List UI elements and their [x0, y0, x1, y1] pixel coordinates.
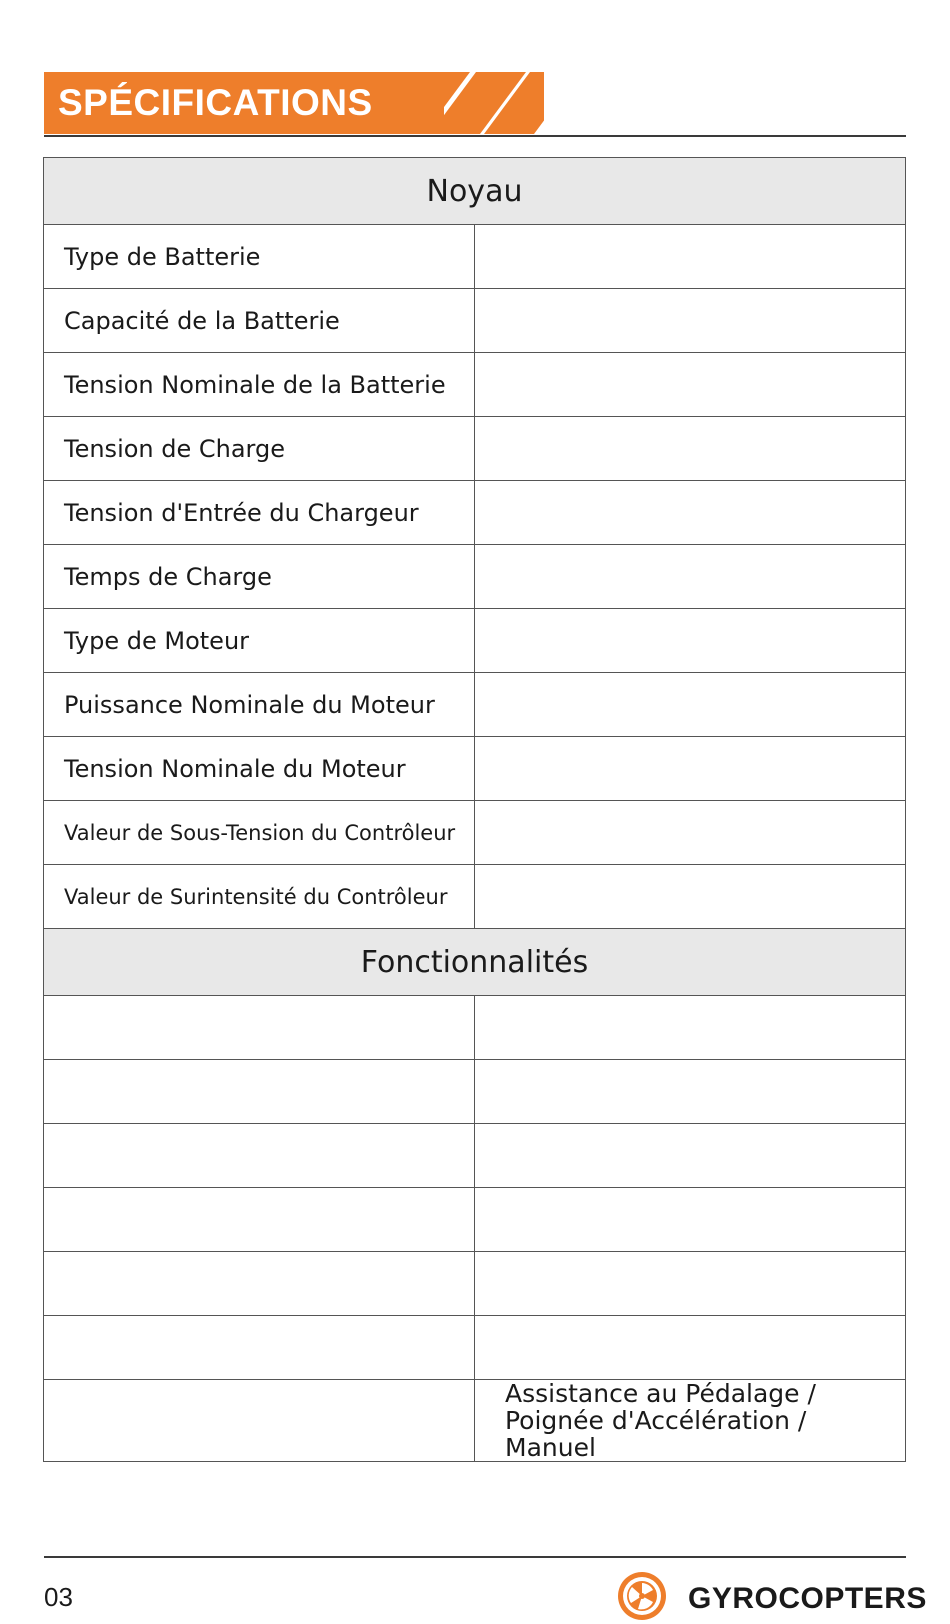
spec-value [475, 609, 906, 673]
feature-value [475, 996, 906, 1060]
spec-table [43, 157, 906, 1462]
feature-label [44, 1252, 475, 1316]
spec-label: Tension d'Entrée du Chargeur [44, 481, 475, 545]
spec-value [475, 865, 906, 929]
spec-value [475, 417, 906, 481]
section-heading-features: Fonctionnalités [44, 929, 906, 996]
spec-value [475, 353, 906, 417]
header-divider [44, 135, 906, 137]
table-row [44, 225, 906, 289]
table-row [44, 609, 906, 673]
table-row [44, 1380, 906, 1462]
section-header-row [44, 158, 906, 225]
page-header [44, 72, 906, 138]
spec-value [475, 481, 906, 545]
brand-logo [610, 1570, 927, 1624]
page-title: SPÉCIFICATIONS [58, 82, 373, 123]
table-row [44, 865, 906, 929]
section-heading-core: Noyau [44, 158, 906, 225]
feature-value [475, 1316, 906, 1380]
gyrocopters-logo-icon [610, 1570, 680, 1624]
spec-value [475, 225, 906, 289]
feature-label [44, 1124, 475, 1188]
feature-label [44, 996, 475, 1060]
spec-value [475, 801, 906, 865]
spec-label: Puissance Nominale du Moteur [44, 673, 475, 737]
table-row [44, 996, 906, 1060]
feature-label [44, 1316, 475, 1380]
table-row [44, 673, 906, 737]
spec-value [475, 545, 906, 609]
feature-value [475, 1124, 906, 1188]
spec-label: Type de Batterie [44, 225, 475, 289]
spec-value [475, 737, 906, 801]
brand-name: GYROCOPTERS [688, 1582, 927, 1615]
feature-value-line2: Poignée d'Accélération / Manuel [505, 1406, 807, 1462]
table-row [44, 1252, 906, 1316]
title-banner [44, 72, 444, 134]
spec-label: Valeur de Surintensité du Contrôleur [44, 865, 475, 929]
feature-value [475, 1060, 906, 1124]
table-row [44, 801, 906, 865]
spec-value [475, 673, 906, 737]
feature-value [475, 1380, 906, 1462]
table-row [44, 417, 906, 481]
spec-label: Capacité de la Batterie [44, 289, 475, 353]
feature-label [44, 1188, 475, 1252]
feature-label [44, 1380, 475, 1462]
page-number: 03 [44, 1582, 73, 1612]
table-row [44, 289, 906, 353]
table-row [44, 545, 906, 609]
spec-label: Tension Nominale du Moteur [44, 737, 475, 801]
spec-label: Tension Nominale de la Batterie [44, 353, 475, 417]
table-row [44, 1188, 906, 1252]
table-row [44, 1060, 906, 1124]
spec-label: Type de Moteur [44, 609, 475, 673]
feature-value [475, 1188, 906, 1252]
table-row [44, 1124, 906, 1188]
spec-label: Valeur de Sous-Tension du Contrôleur [44, 801, 475, 865]
footer-divider [44, 1556, 906, 1558]
spec-value [475, 289, 906, 353]
feature-value [475, 1252, 906, 1316]
spec-label: Temps de Charge [44, 545, 475, 609]
feature-value-line1: Assistance au Pédalage / [505, 1379, 816, 1408]
table-row [44, 481, 906, 545]
section-header-row [44, 929, 906, 996]
spec-label: Tension de Charge [44, 417, 475, 481]
feature-label [44, 1060, 475, 1124]
table-row [44, 353, 906, 417]
table-row [44, 1316, 906, 1380]
table-row [44, 737, 906, 801]
